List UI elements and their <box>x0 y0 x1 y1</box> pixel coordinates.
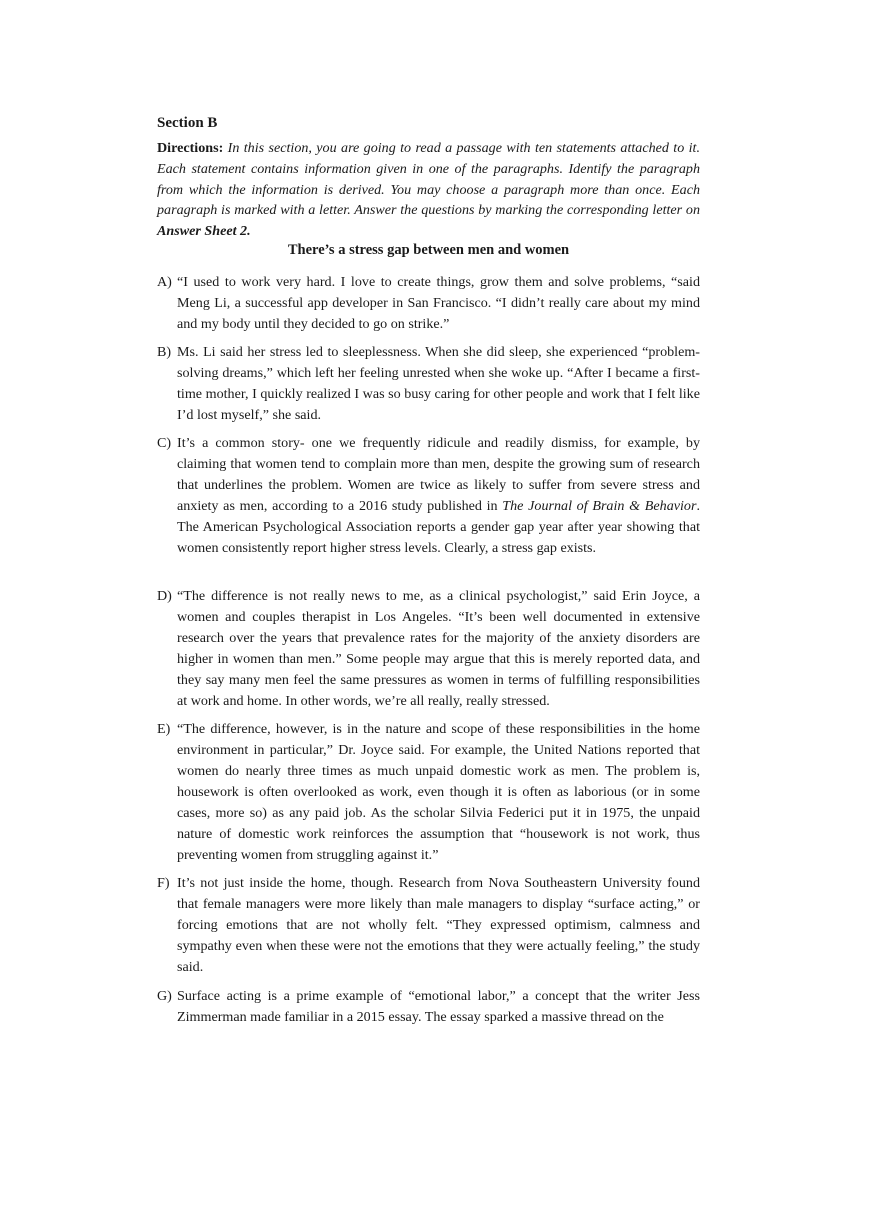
paragraph-d <box>157 586 700 712</box>
paragraph-text-part: . The American Psychological Association reports a gender gap year after year showing that women consistently report higher stress levels. Clearly, a stress gap exists. <box>177 498 700 556</box>
directions-label: Directions: <box>157 140 224 156</box>
section-title: Section B <box>157 115 218 131</box>
passage-title: There’s a stress gap between men and women <box>287 242 570 258</box>
directions-text: In this section, you are going to read a passage with ten statements attached to it. Each statement contains information given in one of the paragraphs. Identify the paragraph from which the information is derived. You may choose a paragraph more than once. Each paragraph is marked with a letter. Answer the questions by marking the corresponding letter on <box>157 140 700 219</box>
directions-end: . <box>247 223 251 240</box>
paragraph-letter: G) <box>157 988 172 1004</box>
answer-sheet-label: Answer Sheet 2 <box>157 223 248 240</box>
directions-block <box>157 138 700 242</box>
paragraph-text <box>177 433 700 559</box>
paragraph-text: It’s not just inside the home, though. Research from Nova Southeastern University found that female managers were more likely than male managers to display “surface acting,” or forcing emotions that are not wholly felt. “They expressed optimism, calmness and sympathy even when these were not the emotions that they were actually feeling,” the study said. <box>177 875 700 975</box>
paragraph-e <box>157 719 700 866</box>
paragraph-letter: A) <box>157 274 172 290</box>
paragraph-g <box>157 986 700 1028</box>
paragraph-b <box>157 342 700 426</box>
paragraph-letter: F) <box>157 875 170 891</box>
paragraph-c <box>157 433 700 559</box>
paragraph-text: “The difference is not really news to me, as a clinical psychologist,” said Erin Joyce, a women and couples therapist in Los Angeles. “It’s been well documented in extensive research over the years that prevalence rates for the majority of the anxiety disorders are higher in women than men.” Some people may argue that this is merely reported data, and they say many men feel the same pressures as women in terms of fulfilling responsibilities at work and home. In other words, we’re all really, really stressed. <box>177 588 700 709</box>
paragraph-text: “The difference, however, is in the nature and scope of these responsibilities in the home environment in particular,” Dr. Joyce said. For example, the United Nations reported that women do nearly three times as much unpaid domestic work as men. The problem is, housework is often overlooked as work, even though it is often as laborious (or in some cases, more so) as any paid job. As the scholar Silvia Federici put it in 1975, the unpaid nature of domestic work reinforces the assumption that “housework is not work, thus preventing women from struggling against it.” <box>177 721 700 863</box>
paragraph-letter: C) <box>157 435 172 451</box>
journal-title: The Journal of Brain & Behavior <box>502 498 697 514</box>
paragraph-text: Surface acting is a prime example of “emotional labor,” a concept that the writer Jess Zimmerman made familiar in a 2015 essay. The essay sparked a massive thread on the <box>177 988 700 1025</box>
paragraph-text: “I used to work very hard. I love to create things, grow them and solve problems, “said Meng Li, a successful app developer in San Francisco. “I didn’t really care about my mind and my body until they decided to go on strike.” <box>177 274 700 332</box>
paragraph-a <box>157 272 700 335</box>
paragraph-text-part: It’s a common story- one we frequently ridicule and readily dismiss, for example, by claiming that women tend to complain more than men, despite the growing sum of research that underlines the problem. Women are twice as likely to suffer from severe stress and anxiety as men, according to a 2016 study published in <box>177 435 700 514</box>
paragraph-f <box>157 873 700 978</box>
paragraph-letter: E) <box>157 721 171 737</box>
paragraph-text: Ms. Li said her stress led to sleeplessness. When she did sleep, she experienced “problem-solving dreams,” which left her feeling unrested when she woke up. “After I became a first-time mother, I quickly realized I was so busy caring for other people and work that I felt like I’d lost myself,” she said. <box>177 344 700 423</box>
paragraph-letter: D) <box>157 588 172 604</box>
paragraph-letter: B) <box>157 344 172 360</box>
